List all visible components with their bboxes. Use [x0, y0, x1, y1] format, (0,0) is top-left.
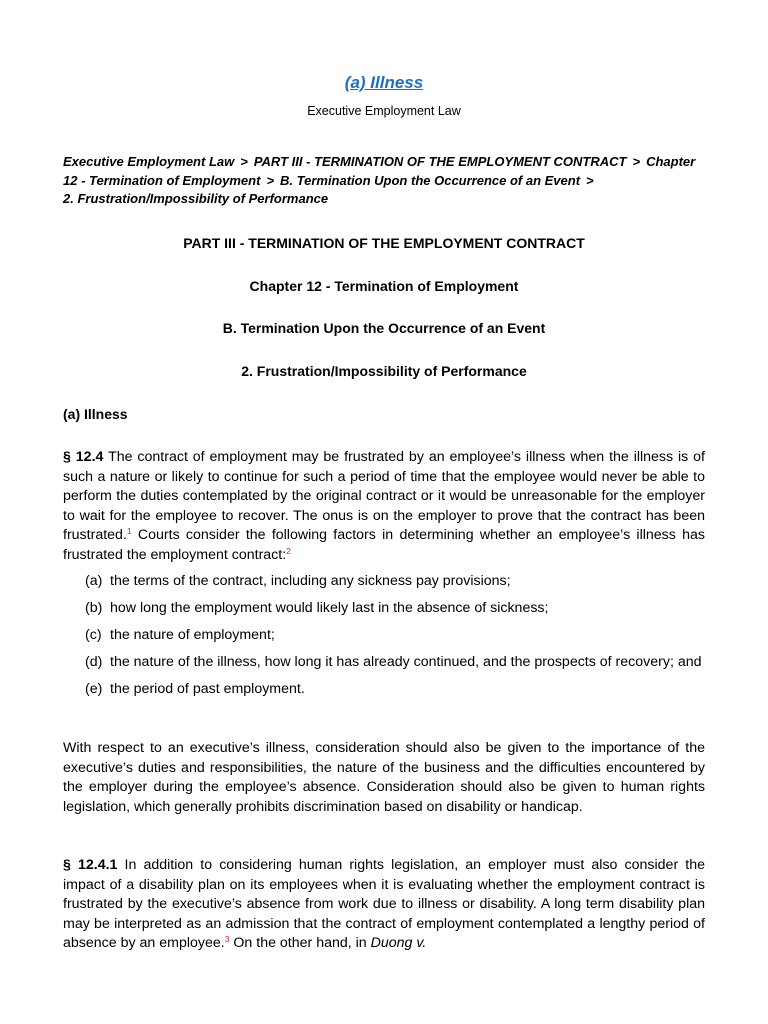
- list-item-text: the terms of the contract, including any sickness pay provisions;: [110, 573, 511, 589]
- list-item: [63, 680, 705, 700]
- breadcrumb-separator: >: [632, 154, 641, 169]
- footnote-ref-3[interactable]: 3: [224, 934, 230, 944]
- heading-part: PART III - TERMINATION OF THE EMPLOYMENT CONTRACT: [183, 235, 585, 251]
- list-item-label: (c): [85, 627, 102, 644]
- section-number: § 12.4.1: [63, 857, 118, 873]
- breadcrumb-item-book: Executive Employment Law: [63, 154, 235, 169]
- breadcrumb-separator: >: [586, 172, 594, 188]
- list-item: [63, 599, 705, 619]
- section-number: § 12.4: [63, 449, 104, 465]
- paragraph-text: The contract of employment may be frustrated by an employee’s illness when the illness is of such a nature or likely to continue for such a period of time that the employee would never be able to perform the duties contemplated by the original contract or it would be unreasonable for the employer to wait for the employee to recover. The onus is on the employer to prove that the contract has been frustrated.: [63, 449, 706, 543]
- list-item-text: the nature of the illness, how long it has already continued, and the prospects of recovery; and: [110, 654, 702, 671]
- document-title-link[interactable]: (a) Illness: [344, 73, 424, 92]
- factors-list: [63, 572, 705, 707]
- paragraph-12-4: [63, 448, 705, 565]
- paragraph-text: In addition to considering human rights legislation, an employer must also consider the impact of a disability plan on its employees when it is evaluating whether the employment contract is frustrated by the executive’s absence from work due to illness or disability. A long term disability plan may be interpreted as an admission that the contract of employment contemplated a lengthy period of absence by an employee.: [63, 857, 705, 951]
- list-item-label: (d): [85, 654, 103, 671]
- breadcrumb-separator: >: [266, 172, 275, 188]
- list-item: [63, 572, 705, 592]
- heading-chapter: Chapter 12 - Termination of Employment: [249, 278, 519, 294]
- list-item-label: (b): [85, 600, 103, 617]
- paragraph-12-4-1: [63, 856, 705, 954]
- paragraph-text: On the other hand, in: [229, 935, 371, 951]
- paragraph-executive-illness: With respect to an executive’s illness, consideration should also be given to the importance of the executive’s duties and responsibilities, the nature of the business and the difficulties encountered by the employer during the employee’s absence. Consideration should also be given to human rights legislation, which generally prohibits discrimination based on disability or handicap.: [63, 740, 705, 815]
- list-item: [63, 653, 705, 673]
- heading-topic: (a) Illness: [63, 406, 128, 422]
- breadcrumb-separator: >: [240, 154, 248, 169]
- list-item-label: (e): [85, 681, 103, 698]
- heading-section: B. Termination Upon the Occurrence of an Event: [222, 320, 546, 336]
- breadcrumb-item-part: PART III - TERMINATION OF THE EMPLOYMENT CONTRACT: [253, 154, 627, 169]
- list-item: [63, 626, 705, 646]
- breadcrumb-item-subsection: 2. Frustration/Impossibility of Performance: [63, 191, 329, 206]
- list-item-text: the nature of employment;: [110, 627, 275, 644]
- breadcrumb: [63, 153, 705, 209]
- document-subtitle: Executive Employment Law: [307, 104, 461, 118]
- list-item-text: the period of past employment.: [110, 681, 305, 698]
- footnote-ref-2[interactable]: 2: [286, 545, 291, 556]
- breadcrumb-item-chapter: Chapter 12 - Termination of Employment: [63, 154, 696, 188]
- footnote-ref-1[interactable]: 1: [126, 526, 132, 536]
- case-name: Duong v.: [370, 935, 427, 951]
- breadcrumb-item-section: B. Termination Upon the Occurrence of an Event: [280, 172, 581, 188]
- heading-subsection: 2. Frustration/Impossibility of Performance: [241, 363, 527, 379]
- list-item-label: (a): [85, 573, 103, 589]
- paragraph-text: Courts consider the following factors in determining whether an employee’s illness has frustrated the employment contract:: [63, 527, 705, 563]
- list-item-text: how long the employment would likely last in the absence of sickness;: [110, 600, 549, 617]
